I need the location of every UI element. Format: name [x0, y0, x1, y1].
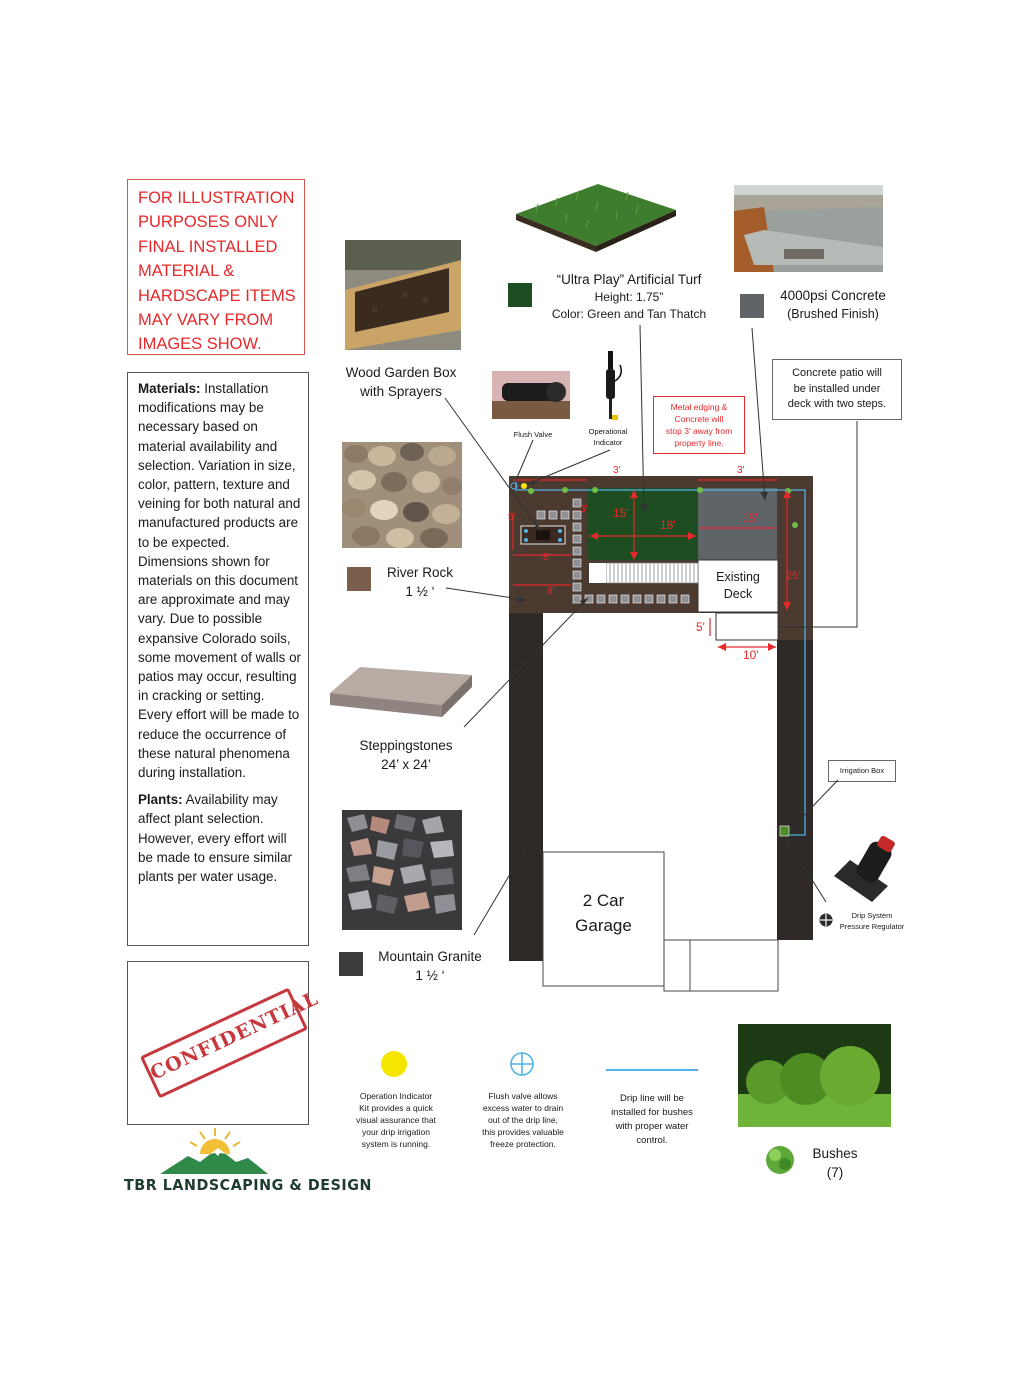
granite-strip-left	[509, 613, 543, 961]
plants-heading: Plants:	[138, 792, 183, 808]
pressure-regulator-line2: Pressure Regulator	[839, 922, 905, 931]
drip-line-legend	[606, 1069, 698, 1071]
disclaimer-line: PURPOSES ONLY	[138, 213, 278, 232]
stair-landing	[589, 563, 606, 583]
dim-5-small: 5'	[508, 512, 516, 523]
turf-title: “Ultra Play” Artificial Turf	[556, 272, 702, 287]
drip-line-text: Drip line will be	[620, 1093, 684, 1104]
dim-5: 5'	[696, 620, 705, 634]
deck-steps	[716, 613, 778, 640]
irrigation-box-label: Irrigation Box	[828, 760, 896, 782]
metal-edging-line: stop 3' away from	[665, 426, 733, 436]
turf-height: Height: 1.75”	[594, 290, 664, 304]
bushes-label	[800, 1144, 870, 1182]
materials-text: Installation modifications may be necessary based on material availability and selection. Variation in size, color, pattern, texture and veining for both natural and manufactured products are to be expected. Dimensions shown for materials on this document are approximate and may vary. Due to possible expansive Colorado soils, some movement of walls or patios may occur, resulting in cracking or setting. Every effort will be made to reduce the occurrence of these natural phenomena during installation.	[138, 381, 301, 781]
garage-side-door	[664, 940, 690, 991]
garage-line2: Garage	[575, 916, 632, 935]
confidential-stamp: CONFIDENTIAL	[140, 988, 308, 1099]
garden-box-line2: with Sprayers	[360, 384, 442, 399]
bush-legend-icon	[764, 1144, 796, 1176]
granite-line1: Mountain Granite	[378, 949, 482, 964]
disclaimer-line: MATERIAL &	[138, 262, 235, 281]
pressure-regulator-line1: Drip System	[851, 911, 893, 920]
concrete-finish: (Brushed Finish)	[787, 307, 879, 321]
patio-note-line: Concrete patio will	[792, 367, 882, 379]
dim-8-a: 8'	[543, 552, 551, 563]
garden-box-line1: Wood Garden Box	[345, 365, 457, 380]
flush-valve-label: Flush Valve	[513, 430, 553, 439]
turf-color: Color: Green and Tan Thatch	[551, 307, 707, 321]
deck-line2: Deck	[723, 587, 753, 601]
dim-3-left: 3'	[613, 465, 621, 476]
dim-18: 18'	[660, 518, 676, 532]
disclaimer-line: IMAGES SHOW.	[138, 335, 262, 354]
company-logo-text: TBR LANDSCAPING & DESIGN	[124, 1176, 373, 1194]
bushes-line2: (7)	[826, 1165, 844, 1180]
deck-line1: Existing	[716, 570, 760, 584]
patio-note-line: be installed under	[793, 382, 881, 395]
disclaimer-line: MAY VARY FROM	[138, 311, 274, 330]
dim-15-concrete: 15'	[742, 511, 758, 525]
dim-15-turf: 15'	[613, 506, 629, 520]
concrete-title: 4000psi Concrete	[780, 288, 886, 303]
flush-line: this provides valuable	[482, 1127, 564, 1137]
dim-3-right: 3'	[737, 465, 745, 476]
granite-line2: 1 ½ ‘	[415, 968, 445, 983]
steppingstones-line2: 24’ x 24’	[381, 757, 431, 772]
dim-8-b: 8'	[547, 586, 555, 597]
dim-10: 10'	[743, 648, 759, 662]
flush-line: Flush valve allows	[488, 1091, 558, 1101]
concrete-patio-area	[698, 488, 778, 560]
disclaimer-line: FINAL INSTALLED	[138, 237, 278, 256]
irrigation-box-on-plan	[780, 826, 789, 836]
flush-line: out of the drip line,	[488, 1115, 558, 1125]
metal-edging-line: Concrete will	[674, 414, 724, 424]
plants-text: Availability may affect plant selection. However, every effort will be made to ensure similar plants per water usage.	[138, 792, 293, 885]
materials-heading: Materials:	[138, 381, 201, 396]
drip-line-text: installed for bushes	[611, 1107, 693, 1118]
drip-legend-text	[600, 1092, 704, 1148]
dim-25: 25'	[786, 570, 801, 582]
river-rock-line2: 1 ½ ‘	[405, 584, 435, 599]
garage-line1: 2 Car	[582, 891, 625, 910]
existing-deck-label	[698, 569, 778, 603]
indicator-line: Operation Indicator	[359, 1091, 433, 1101]
granite-strip-right	[777, 613, 813, 940]
garage-label	[543, 888, 664, 938]
metal-edging-line: Metal edging &	[670, 402, 728, 412]
dim-3-small: 3'	[580, 504, 588, 515]
flush-valve-legend-icon	[509, 1051, 535, 1077]
river-rock-line1: River Rock	[386, 565, 453, 580]
indicator-legend-icon	[380, 1050, 408, 1078]
operational-indicator-line1: Operational	[588, 427, 628, 436]
operational-indicator-line2: Indicator	[593, 438, 623, 447]
bushes-line1: Bushes	[812, 1146, 858, 1161]
deck-stairs	[606, 563, 698, 583]
disclaimer-line: FOR ILLUSTRATION	[138, 189, 295, 207]
indicator-line: system is running.	[361, 1139, 431, 1149]
patio-note-line: deck with two steps.	[787, 398, 887, 410]
turf-area	[587, 488, 698, 560]
flush-legend-text	[470, 1090, 576, 1150]
metal-edging-line: property line.	[674, 438, 724, 448]
garage-extension	[690, 940, 778, 991]
indicator-line: visual assurance that	[356, 1115, 436, 1125]
indicator-line: your drip irrigation	[361, 1127, 431, 1137]
garden-box-soil	[536, 530, 550, 540]
drip-line-text: control.	[636, 1135, 668, 1146]
indicator-legend-text	[348, 1090, 444, 1150]
right-side-bed	[777, 488, 813, 640]
flush-line: freeze protection.	[490, 1139, 556, 1149]
disclaimer-line: HARDSCAPE ITEMS	[138, 286, 296, 305]
drip-line-text: with proper water	[615, 1121, 689, 1132]
steppingstones-line1: Steppingstones	[359, 738, 453, 753]
indicator-line: Kit provides a quick	[359, 1103, 433, 1113]
flush-line: excess water to drain	[482, 1103, 564, 1113]
